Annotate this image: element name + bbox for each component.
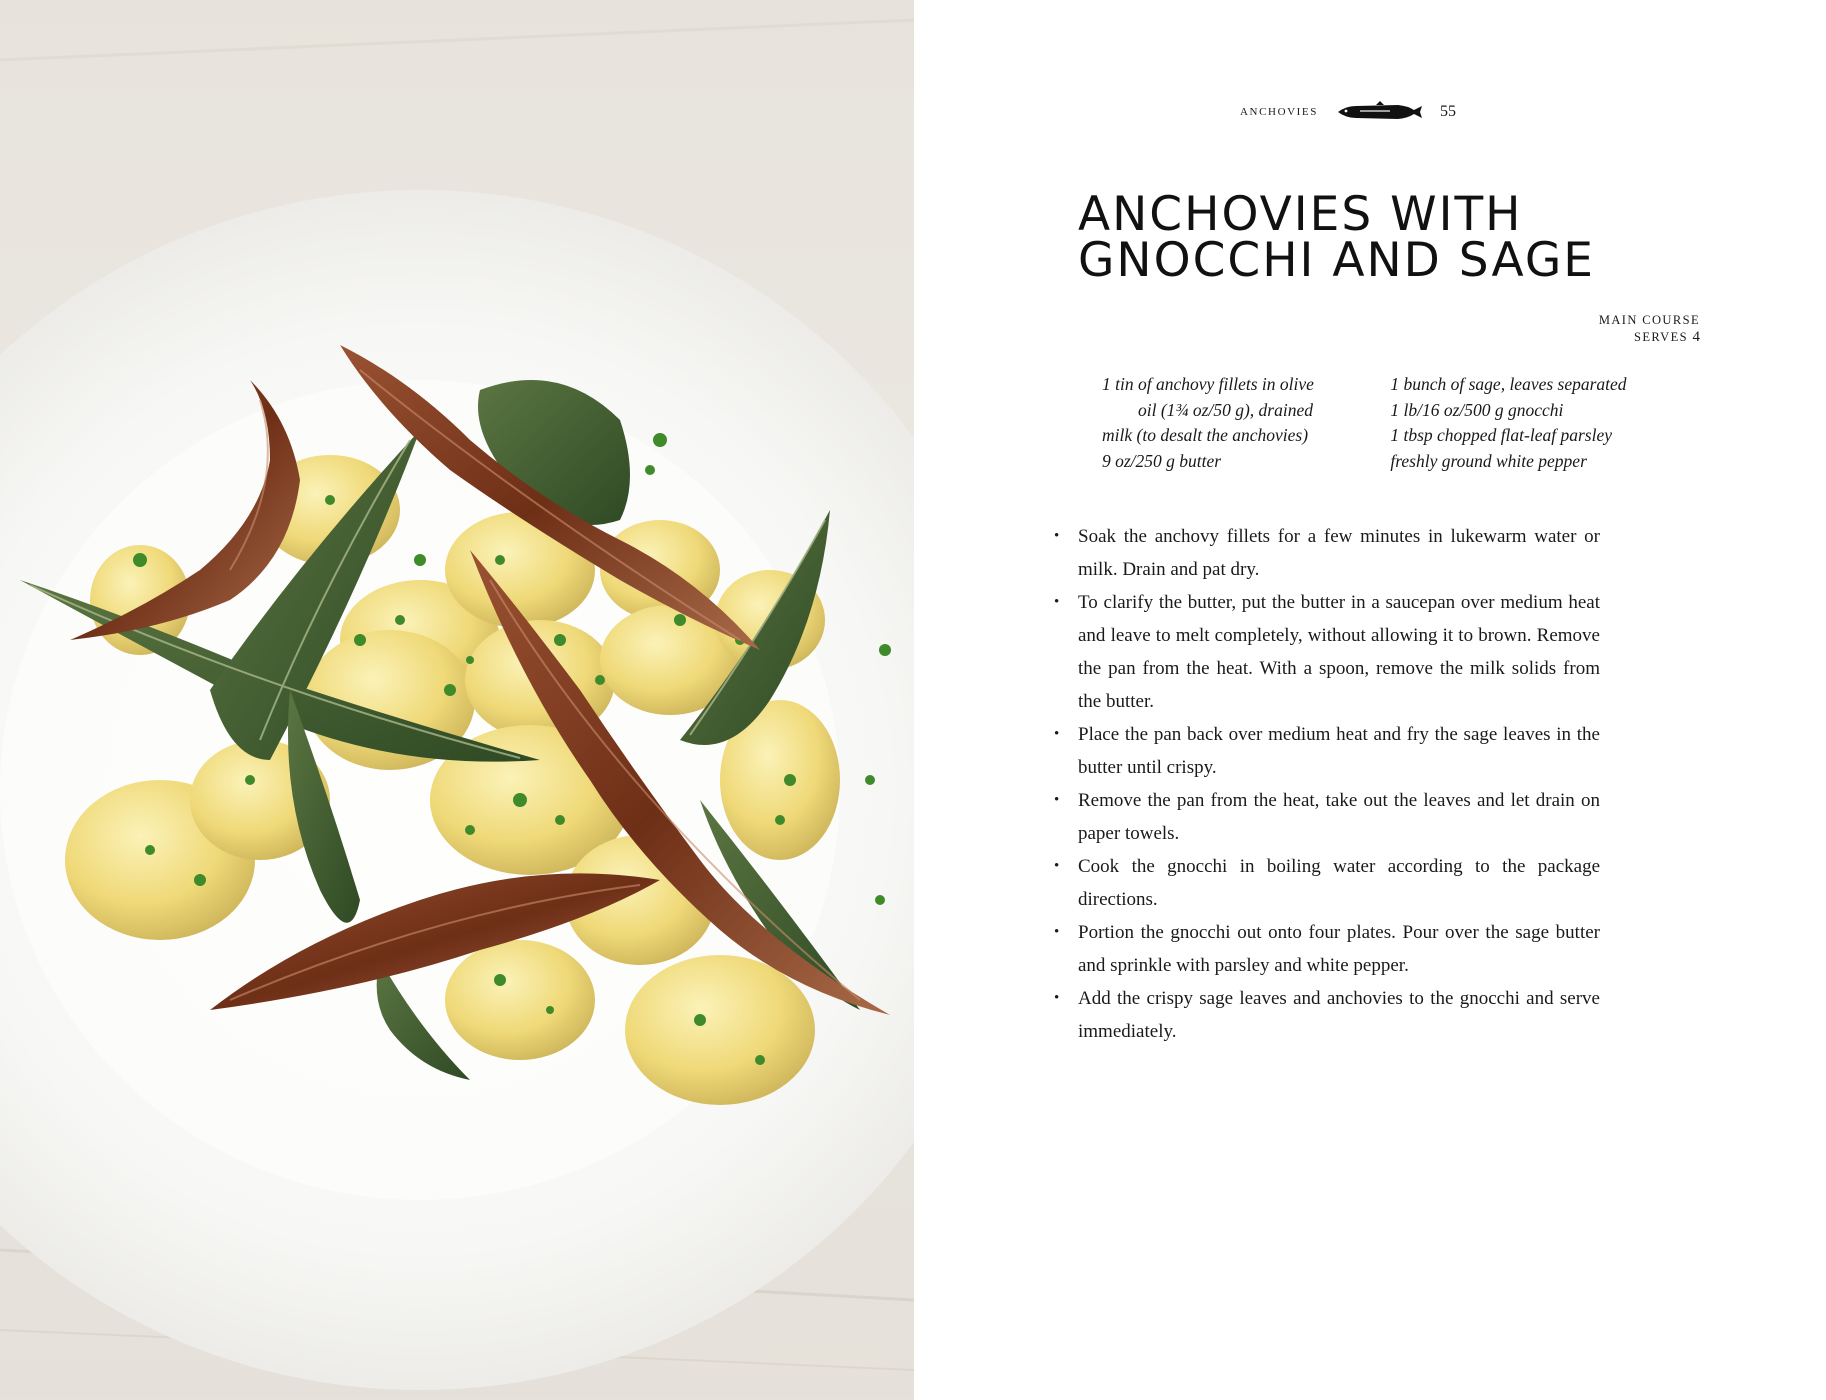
ingredient-item-continuation: oil (1¾ oz/50 g), drained <box>1138 399 1313 420</box>
page-number: 55 <box>1439 103 1456 120</box>
serves-value: 4 <box>1692 329 1700 345</box>
ingredient-item: 1 lb/16 oz/500 g gnocchi <box>1390 399 1564 420</box>
ingredient-item: freshly ground white pepper <box>1390 450 1587 471</box>
section-name: ANCHOVIES <box>1240 106 1318 118</box>
running-head <box>1240 100 1456 124</box>
ingredient-item: 1 tin of anchovy fillets in olive <box>1102 374 1314 394</box>
serves-label: SERVES <box>1634 330 1688 344</box>
method-step: • Soak the anchovy fillets for a few minutes in lukewarm water or milk. Drain and pat dry. <box>1078 520 1600 586</box>
method-step: • To clarify the butter, put the butter in a saucepan over medium heat and leave to melt completely, without allowing it to brown. Remove the pan from the heat. With a spoon, remove the milk solids from the butter. <box>1078 586 1600 718</box>
ingredients-column-left <box>1102 372 1350 474</box>
method-step: • Portion the gnocchi out onto four plates. Pour over the sage butter and sprinkle with parsley and white pepper. <box>1078 916 1600 982</box>
course-label: MAIN COURSE <box>1598 313 1700 327</box>
recipe-title-line-2: GNOCCHI AND SAGE <box>1078 233 1595 288</box>
recipe-title-line-1: ANCHOVIES WITH <box>1078 187 1523 242</box>
method-step: • Place the pan back over medium heat and fry the sage leaves in the butter until crispy. <box>1078 718 1600 784</box>
ingredient-item: milk (to desalt the anchovies) <box>1102 425 1309 445</box>
recipe-page <box>914 0 1826 1400</box>
recipe-meta <box>1599 312 1700 346</box>
ingredient-item: 9 oz/250 g butter <box>1102 450 1222 471</box>
ingredient-item: 1 bunch of sage, leaves separated <box>1390 374 1627 394</box>
method-steps <box>1078 520 1600 1048</box>
serves-line <box>1599 329 1700 346</box>
ingredient-item: 1 tbsp chopped flat-leaf parsley <box>1390 425 1612 445</box>
ingredients-column-right <box>1390 372 1662 474</box>
method-step: • Cook the gnocchi in boiling water according to the package directions. <box>1078 850 1600 916</box>
method-step: • Remove the pan from the heat, take out the leaves and let drain on paper towels. <box>1078 784 1600 850</box>
recipe-title <box>1078 187 1778 288</box>
ingredients-list <box>1102 372 1662 474</box>
method-step: • Add the crispy sage leaves and anchovies to the gnocchi and serve immediately. <box>1078 982 1600 1048</box>
anchovy-fish-icon <box>1336 100 1422 124</box>
